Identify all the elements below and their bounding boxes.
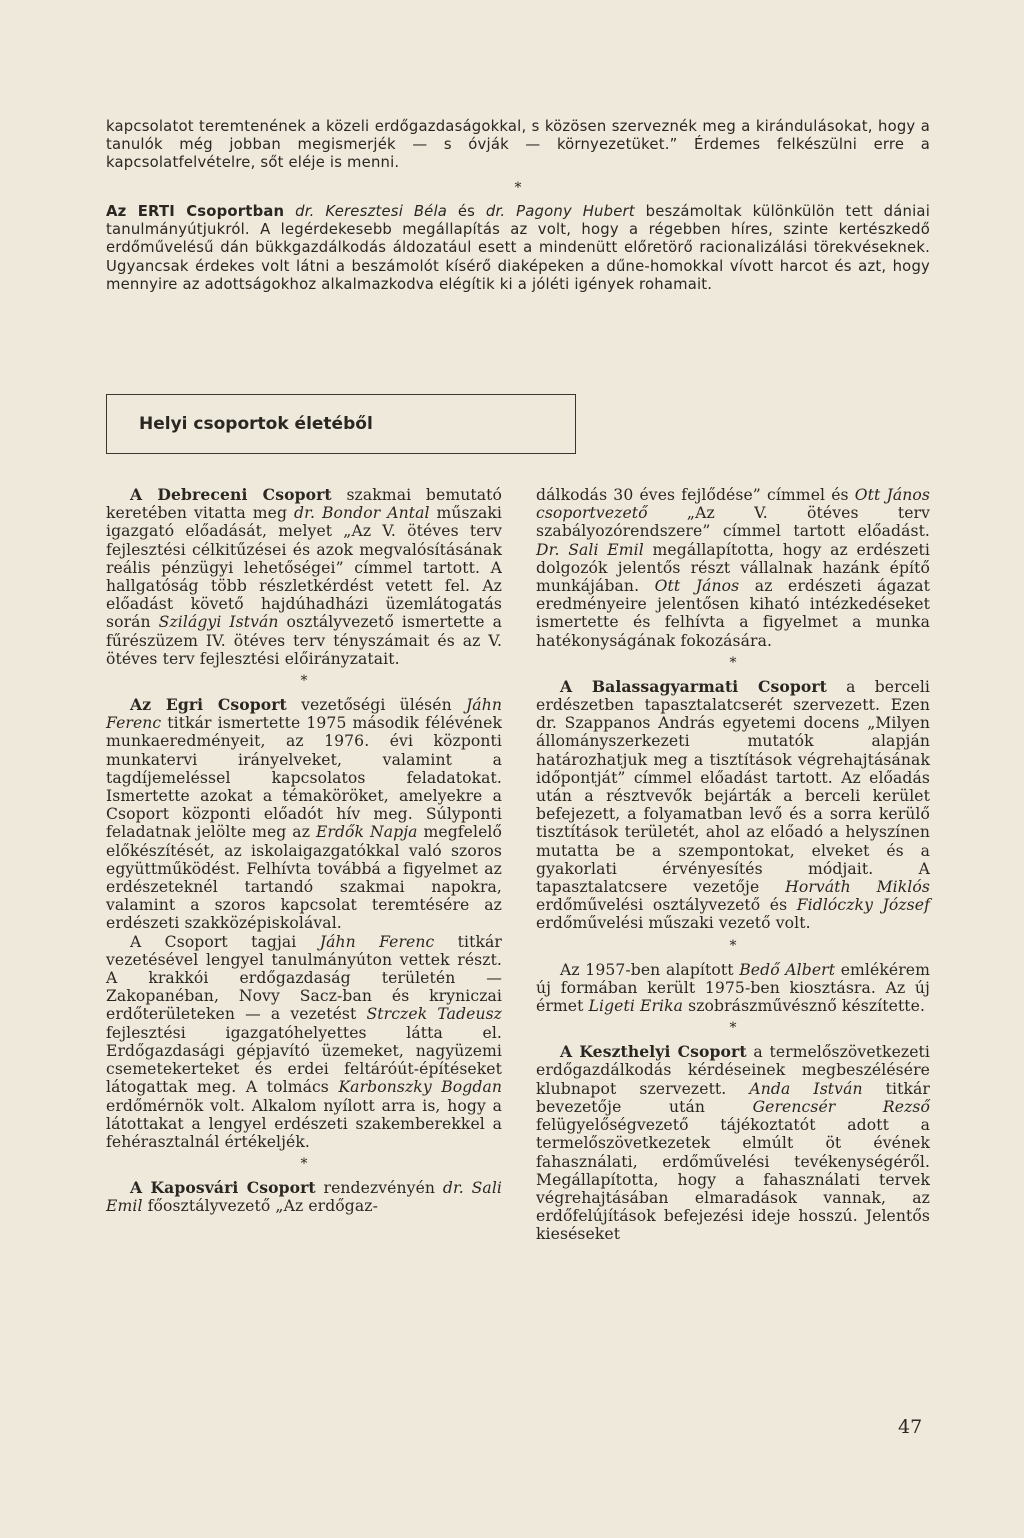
page-number: 47 [898,1416,923,1438]
bedo-paragraph: Az 1957-ben alapított Bedő Albert emlékérem új formában került 1975-ben kiosztásra. Az új érmet Ligeti Erika szobrászművésznő készítette. [536,960,930,1016]
separator-star: * [729,937,737,954]
section-title: Helyi csoportok életéből [139,414,373,434]
separator-star: * [729,1020,737,1037]
kaposvar-continued-paragraph: dálkodás 30 éves fejlődése” címmel és Ott János csoportvezető „Az V. ötéves terv szabályozórendszere” címmel tartott előadást. Dr. Sali Emil megállapította, hogy az erdészeti dolgozók jelentős részt vállalnak hazánk építő munkájában. Ott János az erdészeti ágazat eredményeire jelentősen kiható intézkedéseket ismertette és felhívta a figyelmet a munka hatékonyságának fokozására. [536,486,930,650]
section-title-box [106,394,576,454]
eger-paragraph: Az Egri Csoport vezetőségi ülésén Jáhn Ferenc titkár ismertette 1975 második félévének munkaeredményeit, az 1976. évi központi munkatervi irányelveket, valamint a tagdíjemeléssel kapcsolatos feladatokat. Ismertette azokat a témaköröket, amelyekre a Csoport központi előadót hív meg. Súlyponti feladatnak jelölte meg az Erdők Napja megfelelő előkészítését, az iskolaigazgatókkal való szoros együttműködést. Felhívta továbbá a figyelmet az erdészeteknél tartandó szakmai napokra, valamint a szoros kapcsolat teremtésére az erdészeti szakközépiskolával. [106,695,502,933]
separator-star: * [514,180,522,197]
left-column [106,486,502,1216]
separator-star: * [300,1156,308,1173]
right-column [536,486,930,1244]
erti-lead: Az ERTI Csoportban [106,203,285,221]
separator-star: * [729,654,737,671]
keszthely-paragraph: A Keszthelyi Csoport a termelőszövetkezeti erdőgazdálkodás kérdéseinek megbeszélésére klubnapot szervezett. Anda István titkár bevezetője után Gerencsér Rezső felügyelőségvezető tájékoztatót adott a termelőszövetkezetek elmúlt öt évének fahasználati, erdőművelési tevékenységéről. Megállapította, hogy a fahasználati tervek végrehajtásában elmaradások vannak, az erdőfelújítások befejezési ideje hosszú. Jelentős kieséseket [536,1042,930,1244]
person-name: Keresztesi Béla [325,203,448,221]
balassagyarmat-paragraph: A Balassagyarmati Csoport a berceli erdészetben tapasztalatcserét szervezett. Ezen dr. Szappanos András egyetemi docens „Milyen állományszerkezeti mutatók alapján határozhatjuk meg a tisztítások végrehajtásának időpontját” címmel előadást tartott. Az előadás után a résztvevők bejárták a berceli kerület befejezett, a folyamatban levő és a sorra kerülő tisztítások területét, ahol az előadó a helyszínen mutatta be a szempontokat, elveket és a gyakorlati érvényesítés módjait. A tapasztalatcsere vezetője Horváth Miklós erdőművelési osztályvezető és Fidlóczky József erdőművelési műszaki vezető volt. [536,676,931,933]
erti-paragraph: Az ERTI Csoportban dr. Keresztesi Béla és dr. Pagony Hubert beszámoltak különkülön tett dániai tanulmányútjukról. A legérdekesebb megállapítás az volt, hogy a régebben híres, szinte kertészkedő erdőművelésű dán bükkgazdálkodás áldozatául esett a mindenütt előretörő racionalizálási törekvéseknek. Ugyancsak érdekes volt látni a beszámolót kísérő diaképeken a dűne-homokkal vívott harcot és azt, hogy mennyire az adottságokhoz alkalmazkodva elégítik ki a jóléti igények rohamait. [106,203,931,293]
intro-paragraph: kapcsolatot teremtenének a közeli erdőgazdaságokkal, s közösen szerveznék meg a kirándulásokat, hogy a tanulók még jobban megismerjék — s óvják — környezetüket.” Érdemes felkészülni erre a kapcsolatfelvételre, sőt eléje is menni. [106,118,930,172]
person-name: Pagony Hubert [516,203,635,221]
separator-star: * [300,673,308,690]
eger-trip-paragraph: A Csoport tagjai Jáhn Ferenc titkár vezetésével lengyel tanulmányúton vettek részt. A krakkói erdőgazdaság területén — Zakopanéban, Novy Sacz-ban és kryniczai erdőterületeken — a vezetést Strczek Tadeusz fejlesztési igazgatóhelyettes látta el. Erdőgazdasági gépjavító üzemeket, nagyüzemi csemetekerteket és erdei feltáróút-építéseket látogattak meg. A tolmács Karbonszky Bogdan erdőmérnök volt. Alkalom nyílott arra is, hogy a látottakat a lengyel erdészeti szakemberekkel a fehérasztalnál értékeljék. [106,932,503,1151]
kaposvar-paragraph: A Kaposvári Csoport rendezvényén dr. Sali Emil főosztályvezető „Az erdőgaz- [106,1178,502,1216]
intro-section [106,118,930,294]
debrecen-paragraph: A Debreceni Csoport szakmai bemutató keretében vitatta meg dr. Bondor Antal műszaki igazgató előadását, melyet „Az V. ötéves terv fejlesztési célkitűzései és azok megvalósításának reális pénzügyi lehetőségei” címmel tartott. A hallgatóság több részletkérdést vetett fel. Az előadást követő hajdúhadházi üzemlátogatás során Szilágyi István osztályvezető ismertette a fűrészüzem IV. ötéves terv tényszámait és az V. ötéves terv fejlesztési előirányzatait. [106,485,503,668]
